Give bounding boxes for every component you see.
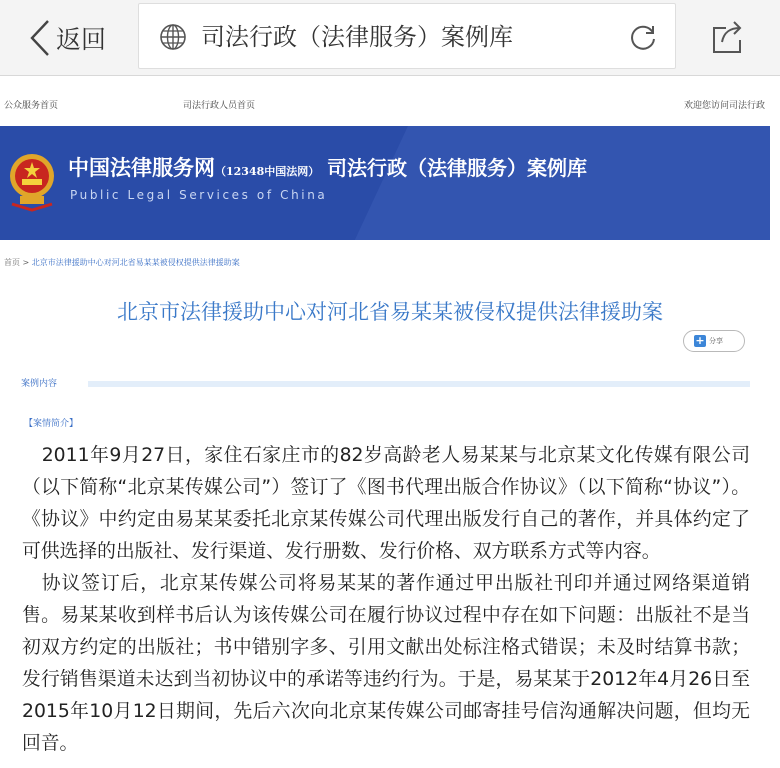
- staff-home-link[interactable]: 司法行政人员首页: [183, 101, 256, 111]
- paragraph: 2011年9月27日，家住石家庄市的82岁高龄老人易某某与北京某文化传媒有限公司（以下简称“北京某传媒公司”）签订了《图书代理出版合作协议》（以下简称“协议”）。《协议》中约定由易某某委托北京某传媒公司代理出版发行自己的著作，并具体约定了可供选择的出版社、发行渠道、发行册数、发行价格、双方联系方式等内容。: [22, 445, 750, 562]
- address-bar[interactable]: [138, 3, 676, 69]
- section-label: 案例内容: [21, 379, 58, 389]
- site-name-main: 中国法律服务网: [68, 155, 215, 180]
- breadcrumb-separator: >: [20, 258, 32, 267]
- chevron-left-icon: [28, 18, 52, 58]
- site-name-sub: （12348中国法网）: [215, 165, 320, 178]
- share-button[interactable]: [683, 330, 745, 352]
- breadcrumb-current[interactable]: 北京市法律援助中心对河北省易某某被侵权提供法律援助案: [31, 258, 240, 267]
- share-label: 分享: [709, 337, 723, 345]
- site-name: [68, 152, 319, 182]
- article-title: 北京市法律援助中心对河北省易某某被侵权提供法律援助案: [117, 300, 663, 324]
- browser-toolbar: [0, 0, 780, 76]
- paragraph: 协议签订后，北京某传媒公司将易某某的著作通过甲出版社刊印并通过网络渠道销售。易某某收到样书后认为该传媒公司在履行协议过程中存在如下问题：出版社不是当初双方约定的出版社；书中错别字多、引用文献出处标注格式错误；未及时结算书款；发行销售渠道未达到当初协议中的承诺等违约行为。于是，易某某于2012年4月26日至2015年10月12日期间，先后六次向北京某传媒公司邮寄挂号信沟通解决问题，但均无回音。: [22, 573, 750, 754]
- reload-icon[interactable]: [627, 21, 659, 53]
- breadcrumb-home[interactable]: 首页: [4, 258, 20, 267]
- public-home-link[interactable]: 公众服务首页: [4, 101, 59, 111]
- share-icon[interactable]: [708, 18, 746, 56]
- back-label: 返回: [56, 25, 107, 54]
- page-url-title: 司法行政（法律服务）案例库: [201, 23, 513, 51]
- site-links-bar: [0, 92, 780, 116]
- article-body: [22, 440, 750, 760]
- case-summary-tag: 【案情简介】: [24, 419, 79, 429]
- site-name-english: Public Legal Services of China: [70, 188, 328, 202]
- banner-decoration: [333, 126, 770, 240]
- welcome-text: 欢迎您访问司法行政: [684, 101, 766, 111]
- site-banner: [0, 126, 770, 240]
- national-emblem-icon: [6, 146, 58, 214]
- back-button[interactable]: [28, 16, 106, 60]
- breadcrumb: [4, 257, 240, 268]
- plus-icon: +: [695, 334, 705, 347]
- library-name: 司法行政（法律服务）案例库: [327, 156, 587, 180]
- section-divider: [88, 381, 750, 387]
- globe-icon: [159, 23, 187, 51]
